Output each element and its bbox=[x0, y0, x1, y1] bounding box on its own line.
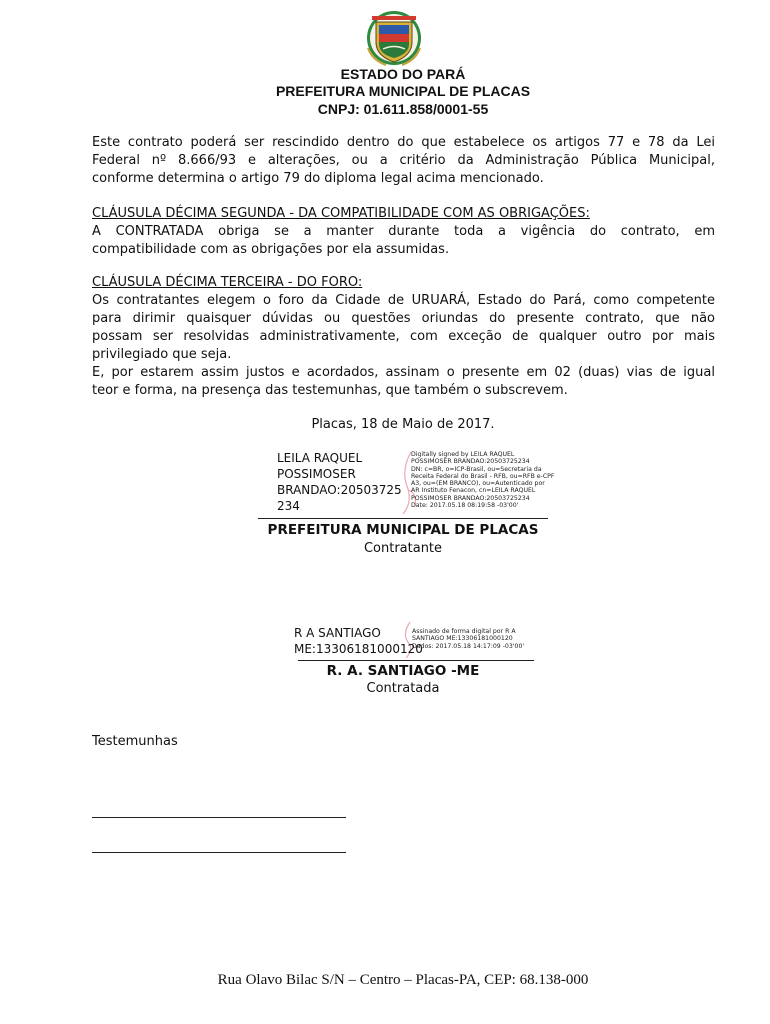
signature1-digital-info bbox=[411, 451, 554, 509]
digital-info-line: A3, ou=(EM BRANCO), ou=Autenticado por bbox=[411, 480, 545, 488]
witness2-line bbox=[92, 852, 346, 853]
clause-thirteen-title: CLÁUSULA DÉCIMA TERCEIRA - DO FORO: bbox=[92, 275, 363, 290]
text-line: conforme determina o artigo 79 do diploma legal acima mencionado. bbox=[92, 171, 544, 186]
text-line: Federal nº 8.666/93 e alterações, ou a critério da Administração Pública Municipal, bbox=[92, 153, 715, 168]
header-prefecture: PREFEITURA MUNICIPAL DE PLACAS bbox=[275, 83, 531, 99]
text-line: privilegiado que seja. bbox=[92, 347, 232, 362]
digital-info-line: POSSIMOSER BRANDAO:20503725234 bbox=[411, 458, 530, 466]
digital-info-line: Assinado de forma digital por R A bbox=[412, 628, 516, 635]
witnesses-label: Testemunhas bbox=[92, 734, 178, 749]
paragraph-rescission bbox=[92, 134, 715, 188]
clause-twelve-title: CLÁUSULA DÉCIMA SEGUNDA - DA COMPATIBILIDADE COM AS OBRIGAÇÕES: bbox=[92, 206, 590, 221]
text-line: A CONTRATADA obriga se a manter durante toda a vigência do contrato, em bbox=[92, 224, 715, 239]
signature2-name-line: ME:13306181000120 bbox=[294, 642, 423, 656]
text-line: teor e forma, na presença das testemunhas, que também o subscrevem. bbox=[92, 383, 568, 398]
place-date: Placas, 18 de Maio de 2017. bbox=[311, 417, 495, 432]
digital-info-line: DN: c=BR, o=ICP-Brasil, ou=Secretaria da bbox=[411, 465, 542, 473]
text-line: possam ser resolvidas administrativamente, com exceção de qualquer outro por mais bbox=[92, 329, 715, 344]
text-line: para dirimir quaisquer dúvidas ou questões oriundas do presente contrato, que não bbox=[92, 311, 715, 326]
text-line: compatibilidade com as obrigações por ela assumidas. bbox=[92, 242, 450, 257]
digital-info-line: Dados: 2017.05.18 14:17:09 -03'00' bbox=[412, 642, 525, 650]
clause-twelve bbox=[92, 205, 715, 259]
signature2-party: R. A. SANTIAGO -ME bbox=[326, 663, 480, 679]
signature1-line bbox=[258, 518, 548, 519]
header-cnpj: CNPJ: 01.611.858/0001-55 bbox=[317, 101, 489, 117]
header-state: ESTADO DO PARÁ bbox=[340, 66, 466, 82]
signature2-line bbox=[298, 660, 534, 661]
municipal-seal-logo bbox=[364, 8, 424, 68]
signature2-name-line: R A SANTIAGO bbox=[294, 626, 381, 640]
signature1-party: PREFEITURA MUNICIPAL DE PLACAS bbox=[267, 522, 539, 538]
digital-info-line: AR Instituto Fenacon, cn=LEILA RAQUEL bbox=[411, 487, 536, 495]
signature1-name-line: LEILA RAQUEL bbox=[277, 451, 363, 465]
signature1-role: Contratante bbox=[363, 541, 443, 556]
signature1-name-line: POSSIMOSER bbox=[277, 467, 356, 481]
signature1-name-line: BRANDAO:20503725 bbox=[277, 483, 402, 497]
signature1-name bbox=[277, 450, 402, 514]
witness1-line bbox=[92, 817, 346, 818]
digital-info-line: Date: 2017.05.18 08:19:58 -03'00' bbox=[411, 502, 519, 510]
digital-info-line: Digitally signed by LEILA RAQUEL bbox=[411, 451, 515, 458]
signature2-role: Contratada bbox=[366, 681, 440, 696]
signature2-name bbox=[294, 625, 423, 657]
signature1-name-line: 234 bbox=[277, 499, 300, 513]
digital-info-line: Receita Federal do Brasil - RFB, ou=RFB e-CPF bbox=[411, 472, 555, 480]
clause-thirteen bbox=[92, 274, 715, 400]
text-line: Os contratantes elegem o foro da Cidade de URUARÁ, Estado do Pará, como competente bbox=[92, 293, 715, 308]
digital-info-line: POSSIMOSER BRANDAO:20503725234 bbox=[411, 494, 530, 502]
footer-address: Rua Olavo Bilac S/N – Centro – Placas-PA, CEP: 68.138-000 bbox=[217, 972, 589, 988]
digital-info-line: SANTIAGO ME:13306181000120 bbox=[412, 635, 513, 643]
text-line: Este contrato poderá ser rescindido dentro do que estabelece os artigos 77 e 78 da Lei bbox=[92, 135, 715, 150]
text-line: E, por estarem assim justos e acordados, assinam o presente em 02 (duas) vias de igual bbox=[92, 365, 715, 380]
signature2-digital-info bbox=[412, 628, 524, 650]
